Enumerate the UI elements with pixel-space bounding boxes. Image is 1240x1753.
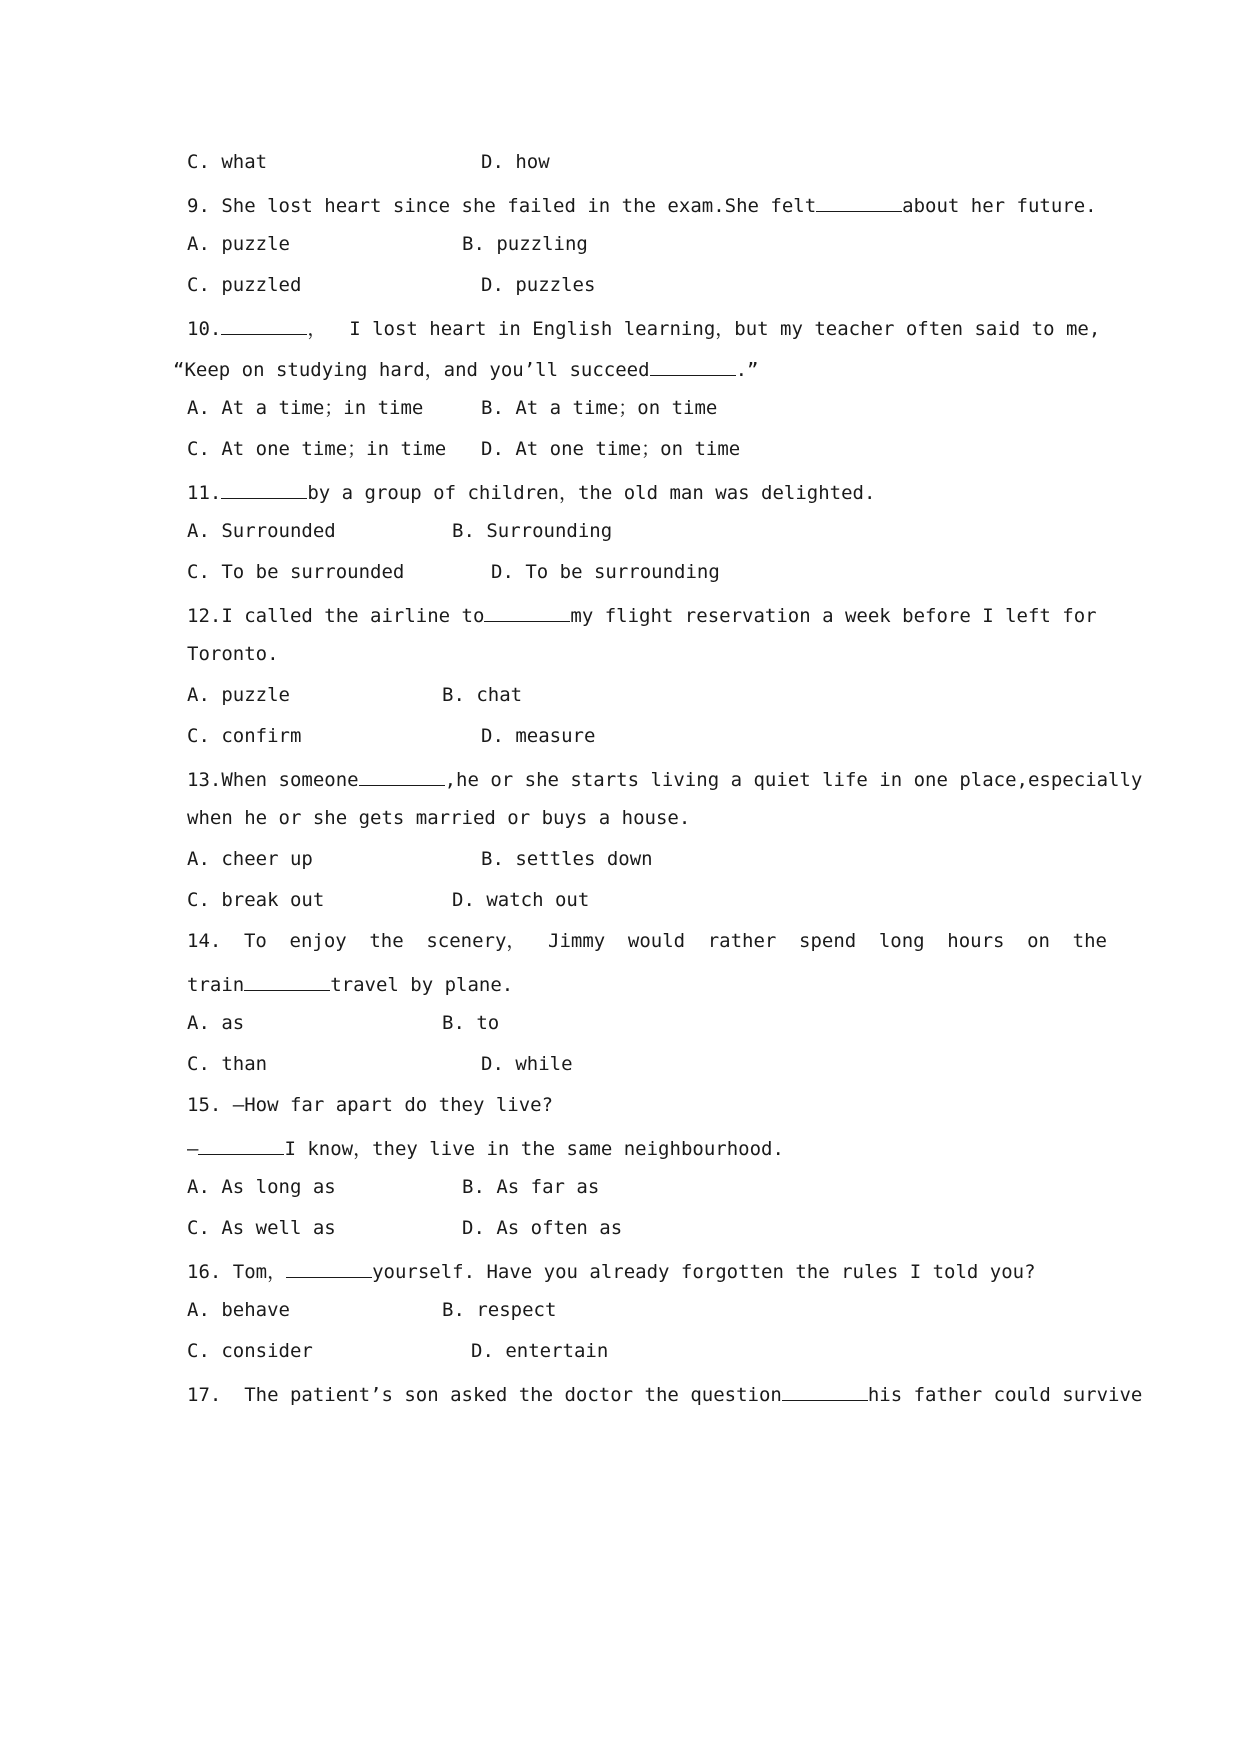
q8-option-d: D. how [481, 151, 550, 173]
question-10-stem [187, 317, 1100, 341]
q9-option-b: B. puzzling [462, 233, 588, 255]
question-13-continuation: when he or she gets married or buys a house. [187, 807, 691, 829]
stem-text: .” [735, 359, 759, 381]
q14-option-d: D. while [481, 1053, 573, 1075]
stem-text: — [187, 1138, 199, 1160]
stem-word: To [243, 930, 267, 952]
q15-option-b: B. As far as [462, 1176, 600, 1198]
answer-blank [198, 1137, 284, 1155]
answer-blank [244, 973, 330, 991]
q10-option-d: D. At one time；on time [481, 438, 741, 460]
q12-option-b: B. chat [442, 684, 523, 706]
answer-blank [484, 604, 570, 622]
stem-text: travel by plane. [330, 974, 514, 996]
q10-option-c: C. At one time；in time [187, 438, 447, 460]
stem-word: Jimmy [548, 930, 606, 952]
q11-option-c: C. To be surrounded [187, 561, 405, 583]
q11-option-d: D. To be surrounding [491, 561, 720, 583]
stem-word: rather [707, 930, 777, 952]
question-14-stem [187, 932, 1107, 956]
question-15-reply [187, 1137, 784, 1161]
q14-option-c: C. than [187, 1053, 268, 1075]
question-number: 10. [187, 318, 222, 340]
stem-text: 16. Tom， [187, 1261, 287, 1283]
q11-option-b: B. Surrounding [452, 520, 613, 542]
stem-text: 9. She lost heart since she failed in the exam.She felt [187, 195, 817, 217]
q16-option-d: D. entertain [471, 1340, 609, 1362]
stem-word: the [1072, 930, 1107, 952]
q16-option-c: C. consider [187, 1340, 313, 1362]
stem-text: ,he or she starts living a quiet life in one place,especially [444, 769, 1143, 791]
stem-text: by a group of children，the old man was delighted. [307, 482, 876, 504]
q9-option-c: C. puzzled [187, 274, 302, 296]
question-9-stem [187, 194, 1097, 218]
answer-blank [286, 1260, 372, 1278]
q10-option-a: A. At a time；in time [187, 397, 424, 419]
q9-option-d: D. puzzles [481, 274, 596, 296]
q11-option-a: A. Surrounded [187, 520, 336, 542]
stem-text: 13.When someone [187, 769, 359, 791]
q15-option-c: C. As well as [187, 1217, 336, 1239]
question-12-stem [187, 604, 1097, 628]
question-number: 11. [187, 482, 222, 504]
q13-option-d: D. watch out [452, 889, 590, 911]
question-15-stem: 15. —How far apart do they live? [187, 1094, 554, 1116]
stem-text: my flight reservation a week before I left for [570, 605, 1097, 627]
q15-option-a: A. As long as [187, 1176, 336, 1198]
stem-word: long [878, 930, 925, 952]
stem-word: hours [947, 930, 1005, 952]
q9-option-a: A. puzzle [187, 233, 290, 255]
answer-blank [782, 1383, 868, 1401]
stem-word: the [369, 930, 404, 952]
question-17-stem [187, 1383, 1142, 1407]
stem-word: spend [799, 930, 857, 952]
q13-option-c: C. break out [187, 889, 325, 911]
stem-text: about her future. [902, 195, 1097, 217]
question-12-continuation: Toronto. [187, 643, 279, 665]
stem-word: enjoy [289, 930, 347, 952]
stem-text: I know，they live in the same neighbourhood. [284, 1138, 784, 1160]
answer-blank [816, 194, 902, 212]
stem-word: would [627, 930, 686, 952]
question-14-continuation [187, 973, 513, 997]
stem-text: train [187, 974, 245, 996]
question-16-stem [187, 1260, 1036, 1284]
question-10-quote [173, 358, 758, 382]
stem-text: ， I lost heart in English learning，but my teacher often said to me, [307, 318, 1101, 340]
stem-text: yourself. Have you already forgotten the rules I told you? [372, 1261, 1036, 1283]
q8-option-c: C. what [187, 151, 268, 173]
stem-text: 17. The patient’s son asked the doctor the question [187, 1384, 782, 1406]
stem-text: 12.I called the airline to [187, 605, 485, 627]
q12-option-c: C. confirm [187, 725, 302, 747]
q15-option-d: D. As often as [462, 1217, 623, 1239]
question-13-stem [187, 768, 1142, 792]
q14-option-a: A. as [187, 1012, 245, 1034]
answer-blank [359, 768, 445, 786]
answer-blank [650, 358, 736, 376]
stem-text: “Keep on studying hard，and you’ll succeed [173, 359, 650, 381]
answer-blank [221, 317, 307, 335]
answer-blank [221, 481, 307, 499]
question-11-stem [187, 481, 875, 505]
q13-option-b: B. settles down [481, 848, 653, 870]
q16-option-b: B. respect [442, 1299, 557, 1321]
q16-option-a: A. behave [187, 1299, 290, 1321]
q12-option-d: D. measure [481, 725, 596, 747]
stem-word: scenery， [426, 930, 526, 952]
stem-text: his father could survive [867, 1384, 1143, 1406]
q14-option-b: B. to [442, 1012, 500, 1034]
stem-word: on [1027, 930, 1050, 952]
q10-option-b: B. At a time；on time [481, 397, 718, 419]
q13-option-a: A. cheer up [187, 848, 313, 870]
q12-option-a: A. puzzle [187, 684, 290, 706]
stem-word: 14. [187, 930, 222, 952]
